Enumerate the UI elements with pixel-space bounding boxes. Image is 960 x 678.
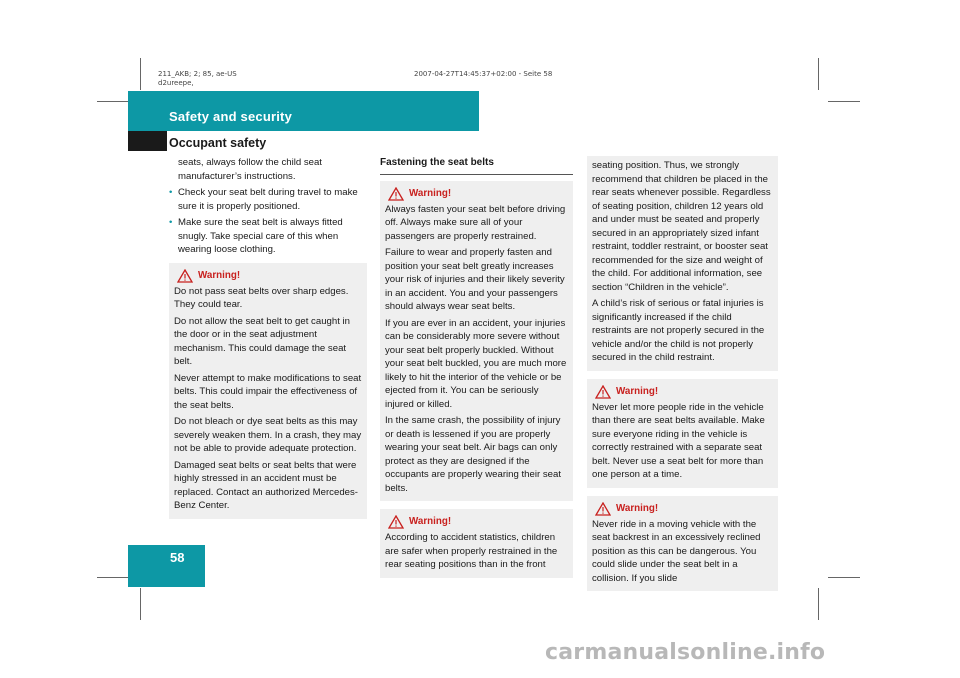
warning-triangle-icon [388,515,404,529]
warning-triangle-icon [177,269,193,283]
warning-triangle-icon [388,187,404,201]
warning-paragraph: Always fasten your seat belt before driving off. Always make sure all of your passengers are properly restrained. [385,203,566,242]
warning-paragraph: seating position. Thus, we strongly recommend that children be placed in the rear seats whenever possible. Regardless of seating position, children 12 years old and under must be seated and properly secured in an appropriately sized infant restraint, toddler restraint, or booster seat recommended for the size and weight of the child. For additional information, see section “Children in the vehicle”. [592,160,771,293]
crop-mark [828,101,860,102]
crop-mark [97,101,129,102]
warning-paragraph: According to accident statistics, children are safer when properly restrained in the rear seating positions than in the front [385,532,558,570]
warning-paragraph: A child’s risk of serious or fatal injuries is significantly increased if the child restraints are not properly secured in the vehicle and/or the child is not properly secured in the child restraint. [592,298,765,363]
warning-box [587,379,778,488]
warning-box-continued [587,156,778,371]
section-marker [128,131,167,151]
warning-title: Warning! [409,187,452,199]
column-1 [169,156,367,519]
warning-paragraph: Failure to wear and properly fasten and position your seat belt greatly increases your risk of injuries and their likely severity in an accident. You and your passengers should always wear seat belts. [385,247,565,312]
warning-paragraph: Never ride in a moving vehicle with the seat backrest in an excessively reclined position as this can be dangerous. You could slide under the seat belt in a collision. If you slide [592,518,761,584]
print-meta-line2: d2ureepe, [158,79,194,87]
section-title: Occupant safety [169,136,267,150]
warning-triangle-icon [595,385,611,399]
warning-title: Warning! [616,502,659,514]
page-number-box [128,545,205,587]
watermark: carmanualsonline.info [545,640,826,665]
intro-line-1: seats, always follow the child seat [178,157,322,168]
warning-header [385,187,568,201]
warning-paragraph: If you are ever in an accident, your injuries can be considerably more severe without your seat belt properly buckled. Without your seat belt buckled, you are much more likely to hit the interior of the vehicle or be ejected from it. You can be seriously injured or killed. [385,317,567,410]
print-meta-line1-right: 2007-04-27T14:45:37+02:00 - Seite 58 [414,70,553,78]
section-heading: Fastening the seat belts [380,156,573,175]
warning-header [592,385,773,399]
print-meta-line1-left: 211_AKB; 2; 85, ae-US [158,70,237,78]
warning-paragraph: Damaged seat belts or seat belts that were highly stressed in an accident must be replaced. Contact an authorized Mercedes-Benz Center. [174,459,358,511]
warning-title: Warning! [616,385,659,397]
intro-text [169,156,367,183]
warning-header [592,502,773,516]
bullet-dot-icon: • [169,217,173,228]
print-meta [158,70,237,88]
warning-box [587,496,778,592]
list-item-text: Check your seat belt during travel to make sure it is properly positioned. [178,187,358,212]
list-item-text: Make sure the seat belt is always fitted snugly. Take special care of this when wearing loose clothing. [178,217,343,255]
column-3 [587,156,778,591]
warning-box [380,181,573,502]
bullet-dot-icon: • [169,187,173,198]
list-item [169,216,367,257]
crop-mark [818,58,819,90]
warning-header [174,269,362,283]
warning-box [380,509,573,578]
warning-paragraph: Never let more people ride in the vehicle than there are seat belts available. Make sure everyone riding in the vehicle is correctly restrained with a separate seat belt. Never use a seat belt for more than one person at a time. [592,401,765,480]
warning-paragraph: Do not allow the seat belt to get caught in the door or in the seat adjustment mechanism. This could damage the seat belt. [174,315,350,367]
crop-mark [828,577,860,578]
crop-mark [97,577,129,578]
warning-paragraph: In the same crash, the possibility of injury or death is lessened if you are properly wearing your seat belt. Air bags can only protect as they are designed if the occupants are properly wearing their seat belts. [385,415,561,494]
crop-mark [818,588,819,620]
warning-title: Warning! [409,516,452,528]
warning-paragraph: Do not bleach or dye seat belts as this may severely weaken them. In a crash, they may not be able to provide adequate protection. [174,416,362,454]
warning-paragraph: Do not pass seat belts over sharp edges. They could tear. [174,285,349,310]
page-number: 58 [170,550,185,565]
warning-triangle-icon [595,502,611,516]
chapter-title: Safety and security [169,109,293,124]
warning-box [169,263,367,519]
warning-header [385,515,568,529]
list-item [169,186,367,213]
crop-mark [140,58,141,90]
warning-paragraph: Never attempt to make modifications to seat belts. This could impair the effectiveness of the seat belts. [174,372,362,411]
intro-line-2: manufacturer’s instructions. [178,170,296,182]
column-2 [380,156,573,578]
warning-title: Warning! [198,269,241,281]
crop-mark [140,588,141,620]
